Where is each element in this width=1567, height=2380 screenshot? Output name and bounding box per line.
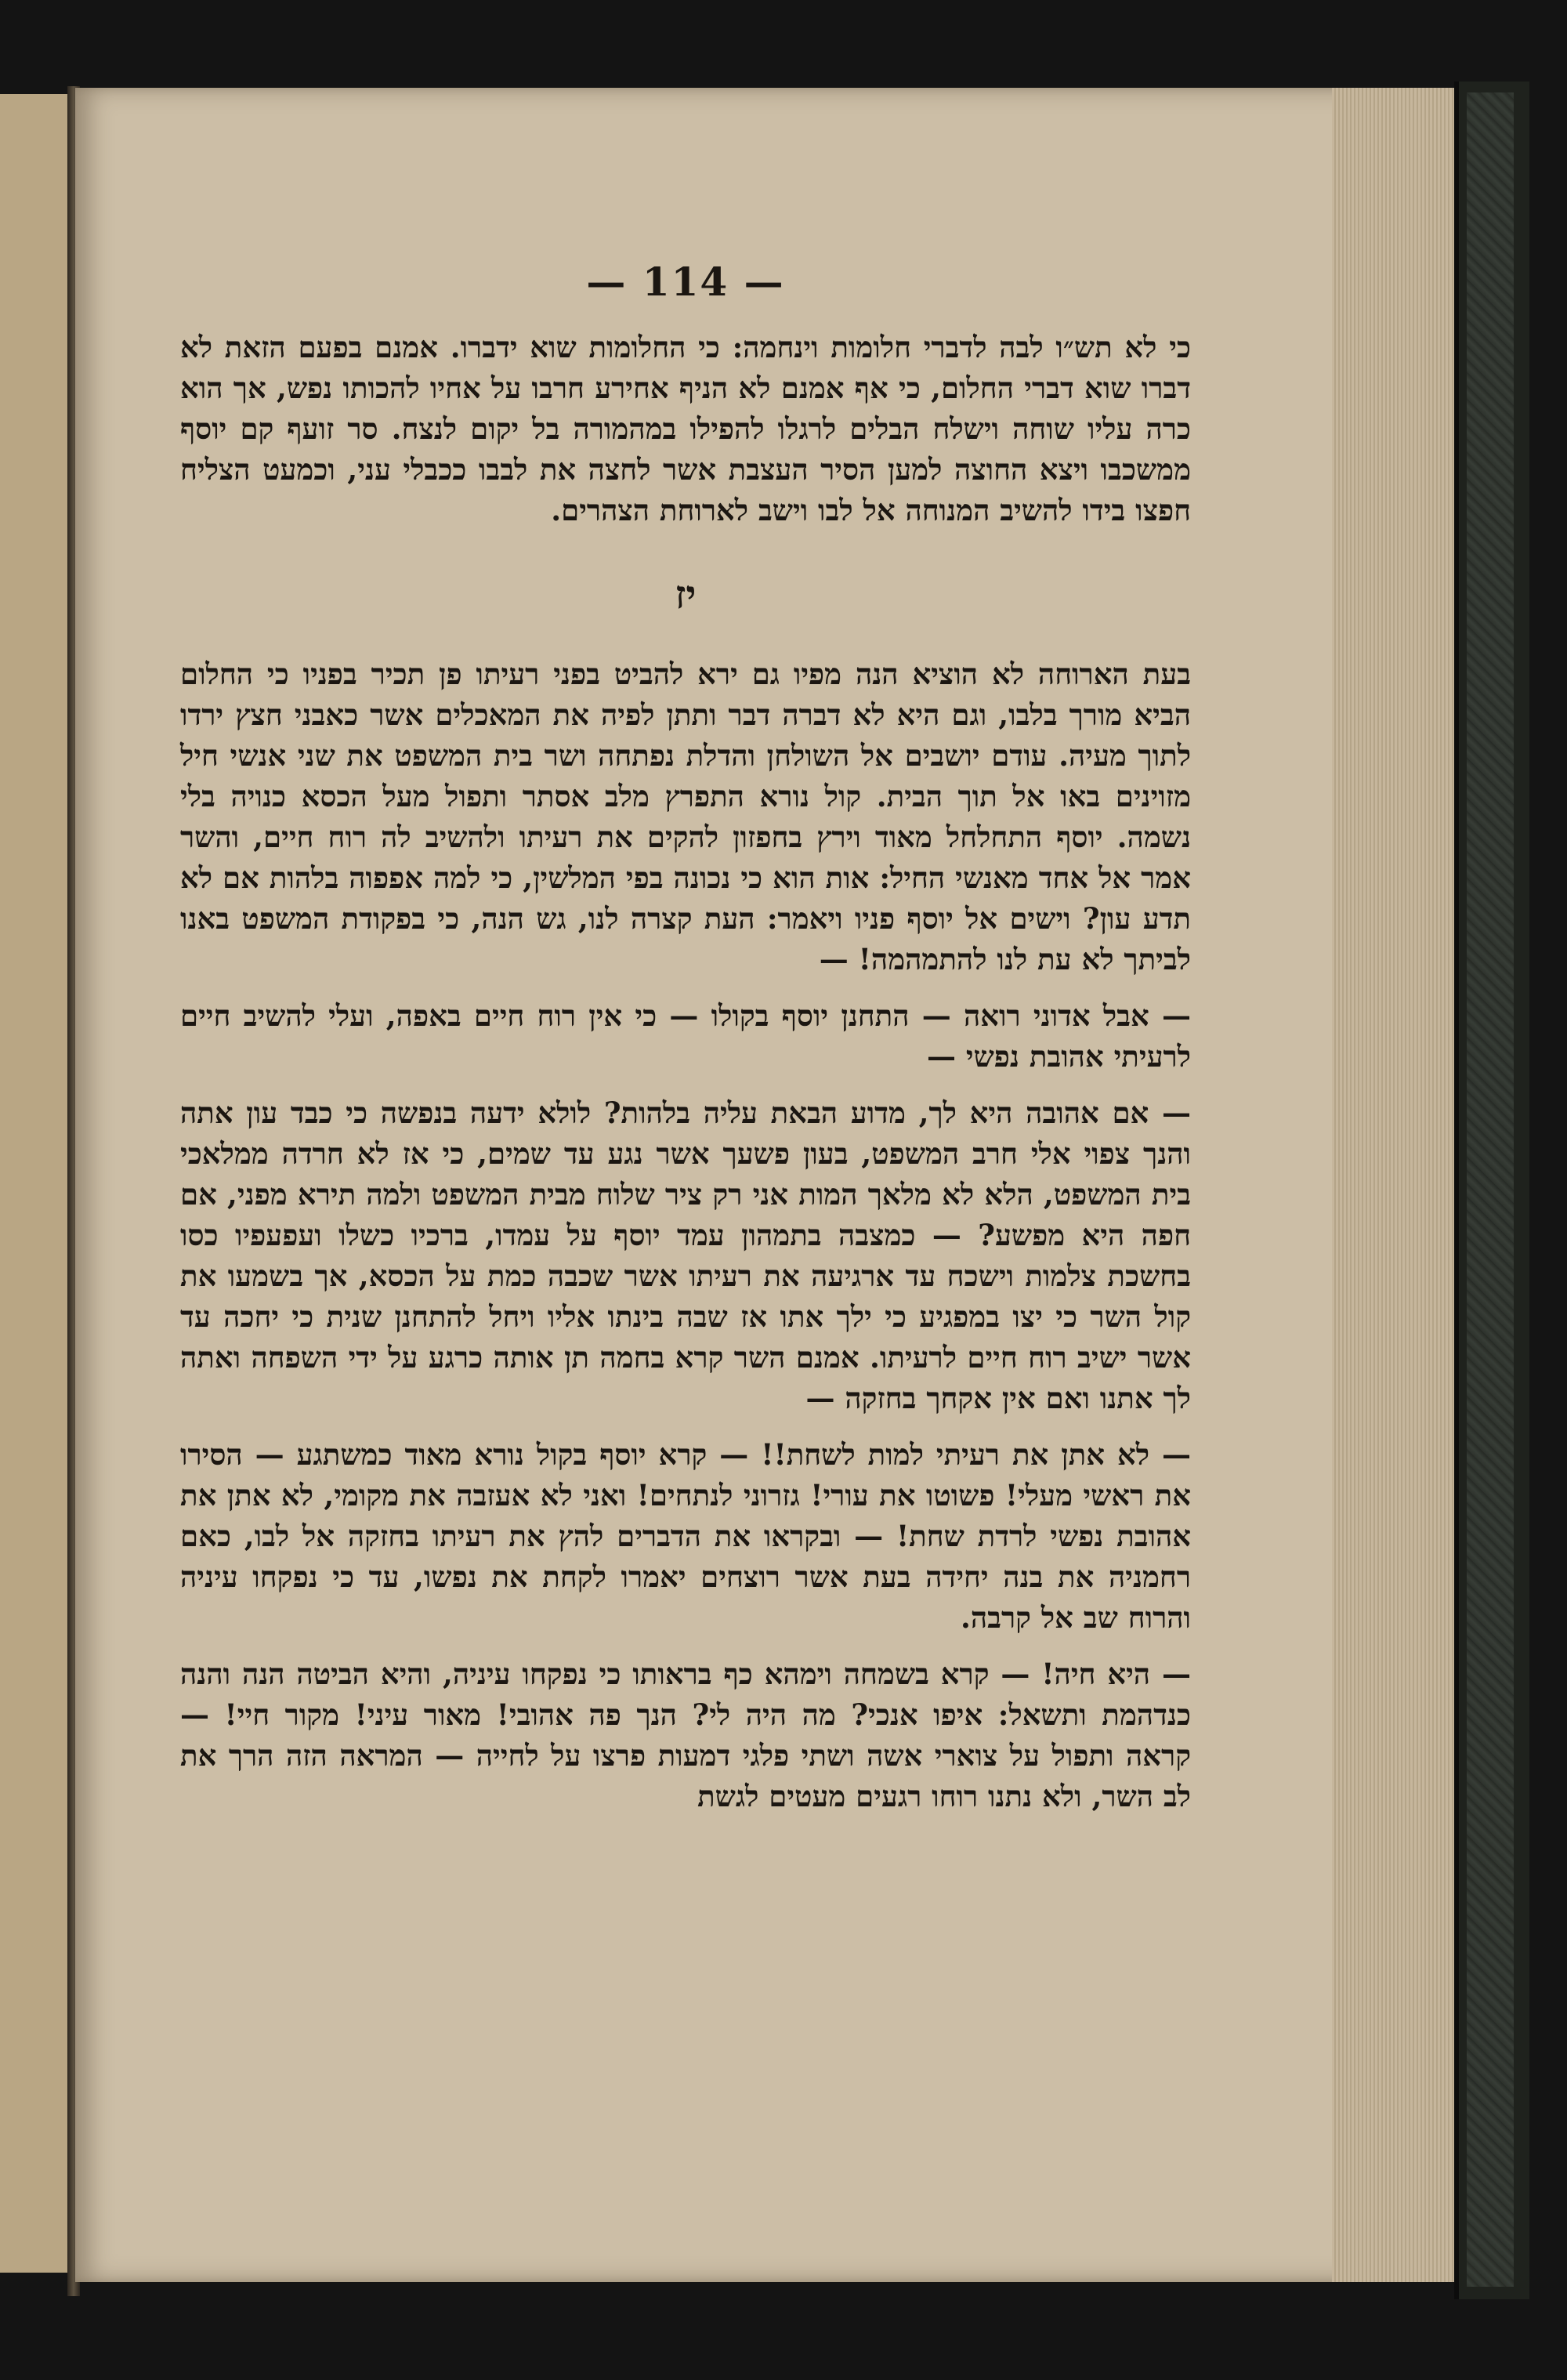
- paragraph-1: כי לא תש״ו לבה לדברי חלומות וינחמה: כי החלומות שוא ידברו. אמנם בפעם הזאת לא דברו שוא דברי החלום, כי אף אמנם לא הניף אחירע חרבו על אחיו להכותו נפש, אך הוא כרה עליו שוחה וישלח הבלים לרגלו להפילו במהמורה בל יקום לנצח. סר זועף קם יוסף ממשכבו ויצא החוצה למען הסיר העצבת אשר לחצה את לבבו ככבלי עני, וכמעט הצליח חפצו בידו להשיב המנוחה אל לבו וישב לארוחת הצהרים.: [180, 330, 1191, 527]
- paragraph-6: — היא חיה! — קרא בשמחה וימהא כף בראותו כי נפקחו עיניה, והיא הביטה הנה והנה כנדהמת ותשאל: איפו אנכי? מה היה לי? הנך פה אהובי! מאור עיני! מקור חיי! — קראה ותפול על צוארי אשה ושתי פלגי דמעות פרצו על לחייה — המראה הזה הרך את לב השר, ולא נתנו רוחו רגעים מעטים לגשת: [180, 1657, 1191, 1813]
- paragraph-4: — אם אהובה היא לך, מדוע הבאת עליה בלהות? לולא ידעה בנפשה כי כבד עון אתה והנך צפוי אלי חרב המשפט, בעון פשעך אשר נגע עד שמים, כי אז לא חרדה ממלאכי בית המשפט, הלא לא מלאך המות אני רק ציר שלוח מבית המשפט ולמה תירא מפני, אם חפה היא מפשע? — כמצבה בתמהון עמד יוסף על עמדו, ברכיו כשלו ועפעפיו כסו בחשכת צלמות וישכח עד ארגיעה את רעיתו אשר שכבה כמת על הכסא, אך בשמעו את קול השר כי יצו במפגיע כי ילך אתו אז שבה בינתו אליו ויחל להתחנן שנית כי יחכה עד אשר ישיב רוח חיים לרעיתו. אמנם השר קרא בחמה תן אותה כרגע על ידי השפחה ואתה לך אתנו ואם אין אקחך בחזקה —: [180, 1096, 1191, 1415]
- page-number: — 114 —: [586, 259, 785, 305]
- paragraph-3: — אבל אדוני רואה — התחנן יוסף בקולו — כי אין רוח חיים באפה, ועלי להשיב חיים לרעיתי אהובת נפשי —: [180, 998, 1191, 1074]
- paragraph-2: בעת הארוחה לא הוציא הנה מפיו גם ירא להביט בפני רעיתו פן תכיר בפניו כי החלום הביא מורך בלבו, וגם היא לא דברה דבר ותתן לפיה את המאכלים אשר כאבני חצץ ירדו לתוך מעיה. עודם יושבים אל השולחן והדלת נפתחה ושר בית המשפט את שני אנשי חיל מזוינים באו אל תוך הבית. קול נורא התפרץ מלב אסתר ותפול מעל הכסא כנויה בלי נשמה. יוסף התחלחל מאוד וירץ בחפזון להקים את רעיתו ולהשיב לה רוח חיים, והשר אמר אל אחד מאנשי החיל: אות הוא כי נכונה בפי המלשין, כי למה אפפוה בלהות אם לא תדע עון? וישים אל יוסף פניו ויאמר: העת קצרה לנו, גש הנה, כי בפקודת המשפט באנו לביתך לא עת לנו להתמהמה! —: [180, 657, 1191, 976]
- facing-page-edge: [0, 94, 77, 2273]
- page-text-block: [180, 259, 1191, 1817]
- chapter-heading: יז: [675, 571, 697, 618]
- paragraph-5: — לא אתן את רעיתי למות לשחת!! — קרא יוסף בקול נורא מאוד כמשתגע — הסירו את ראשי מעלי! פשוטו את עורי! גזרוני לנתחים! ואני לא אעזבה את מקומי, לא אתן את אהובת נפשי לרדת שחת! — ובקראו את הדברים להץ את רעיתו בחזקה אל לבו, כאם רחמניה את בנה יחידה בעת אשר רוצחים יאמרו לקחת את נפשו, עד כי נפקחו עיניה והרוח שב אל קרבה.: [180, 1437, 1191, 1635]
- cover-marbled-board: [1467, 92, 1514, 2287]
- page-edges-stack: [1332, 88, 1465, 2282]
